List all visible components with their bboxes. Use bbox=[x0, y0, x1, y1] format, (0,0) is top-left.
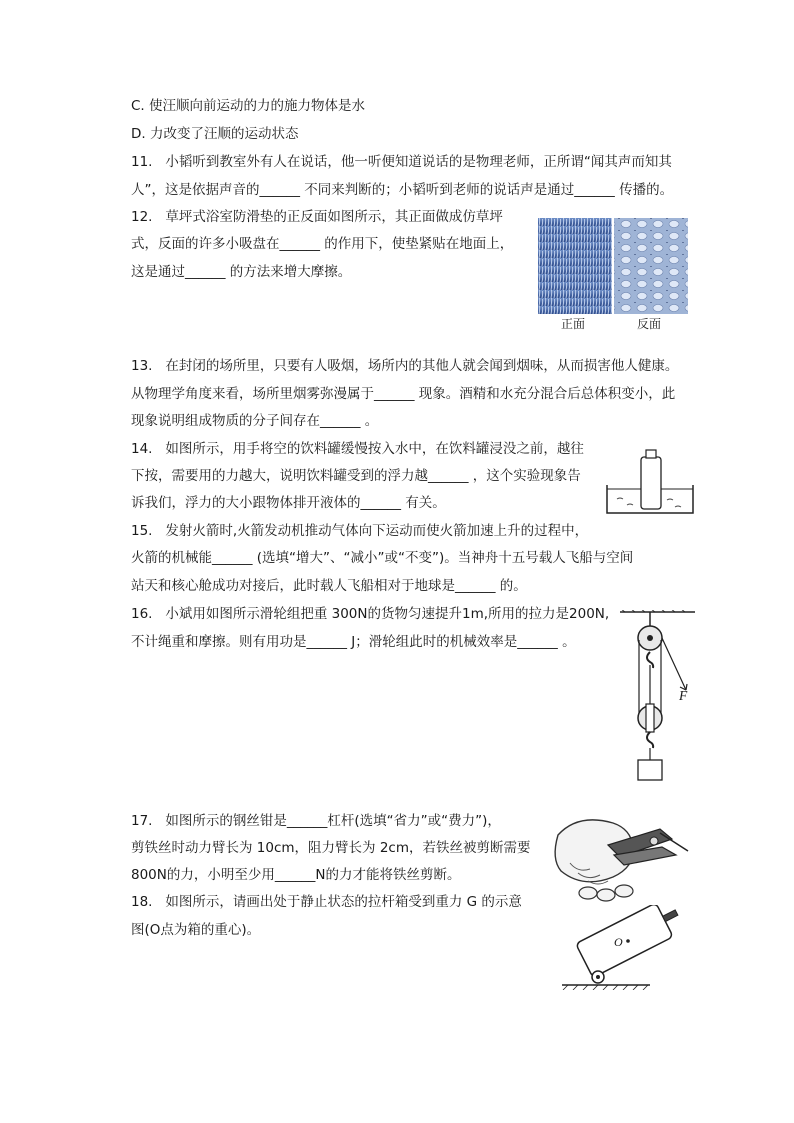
bath-mat-figure bbox=[538, 218, 688, 314]
mat-front-image bbox=[538, 218, 612, 314]
q14-line1: 14. 如图所示，用手将空的饮料罐缓慢按入水中，在饮料罐浸没之前，越往 bbox=[131, 441, 584, 457]
pulley-system-figure bbox=[600, 610, 710, 785]
q18-line2: 图(O点为箱的重心)。 bbox=[131, 922, 261, 938]
q17-line1: 17. 如图所示的钢丝钳是______杠杆(选填“省力”或“费力”)， bbox=[131, 813, 501, 829]
q12-line2: 式，反面的许多小吸盘在______ 的作用下，使垫紧贴在地面上， bbox=[131, 236, 514, 252]
pliers-figure bbox=[548, 805, 690, 905]
can-in-water-figure bbox=[603, 447, 698, 515]
q16-line2: 不计绳重和摩擦。则有用功是______ J；滑轮组此时的机械效率是______ 。 bbox=[131, 634, 576, 650]
mat-front-caption: 正面 bbox=[561, 317, 586, 331]
mat-back-image bbox=[614, 218, 688, 314]
q14-line2: 下按，需要用的力越大，说明饮料罐受到的浮力越______ ，这个实验现象告 bbox=[131, 468, 581, 484]
q11-line1: 11. 小韬听到教室外有人在说话，他一听便知道说话的是物理老师，正所谓“闻其声而知其 bbox=[131, 154, 672, 170]
q12-line1: 12. 草坪式浴室防滑垫的正反面如图所示，其正面做成仿草坪 bbox=[131, 209, 503, 225]
center-point bbox=[626, 939, 630, 943]
q17-line2: 剪铁丝时动力臂长为 10cm，阻力臂长为 2cm，若铁丝被剪断需要 bbox=[131, 840, 531, 856]
q12-line3: 这是通过______ 的方法来增大摩擦。 bbox=[131, 264, 352, 280]
luggage-box bbox=[576, 905, 673, 978]
q15-line2: 火箭的机械能______ (选填“增大”、“减小”或“不变”)。当神舟十五号载人飞船与空间 bbox=[131, 550, 634, 566]
q18-line1: 18. 如图所示，请画出处于静止状态的拉杆箱受到重力 G 的示意 bbox=[131, 894, 522, 910]
q13-line1: 13. 在封闭的场所里，只要有人吸烟，场所内的其他人就会闻到烟味，从而损害他人健康。 bbox=[131, 358, 679, 374]
force-label: F bbox=[679, 688, 688, 703]
q16-line1: 16. 小斌用如图所示滑轮组把重 300N的货物匀速提升1m,所用的拉力是200N, bbox=[131, 606, 610, 622]
option-d: D. 力改变了汪顺的运动状态 bbox=[131, 126, 299, 142]
q15-line3: 站天和核心舱成功对接后，此时载人飞船相对于地球是______ 的。 bbox=[131, 578, 527, 594]
mat-back-caption: 反面 bbox=[637, 317, 662, 331]
can-shape bbox=[641, 457, 661, 509]
q14-line3: 诉我们，浮力的大小跟物体排开液体的______ 有关。 bbox=[131, 495, 446, 511]
center-label: O bbox=[614, 935, 623, 949]
option-c: C. 使汪顺向前运动的力的施力物体是水 bbox=[131, 98, 366, 114]
q13-line3: 现象说明组成物质的分子间存在______ 。 bbox=[131, 413, 379, 429]
q11-line2: 人”，这是依据声音的______ 不同来判断的；小韬听到老师的说话声是通过______ 传播的。 bbox=[131, 182, 674, 198]
q17-line3: 800N的力，小明至少用______N的力才能将铁丝剪断。 bbox=[131, 867, 461, 883]
q15-line1: 15. 发射火箭时,火箭发动机推动气体向下运动而使火箭加速上升的过程中， bbox=[131, 523, 589, 539]
q13-line2: 从物理学角度来看，场所里烟雾弥漫属于______ 现象。酒精和水充分混合后总体积变小，此 bbox=[131, 386, 676, 402]
luggage-figure bbox=[560, 905, 700, 990]
